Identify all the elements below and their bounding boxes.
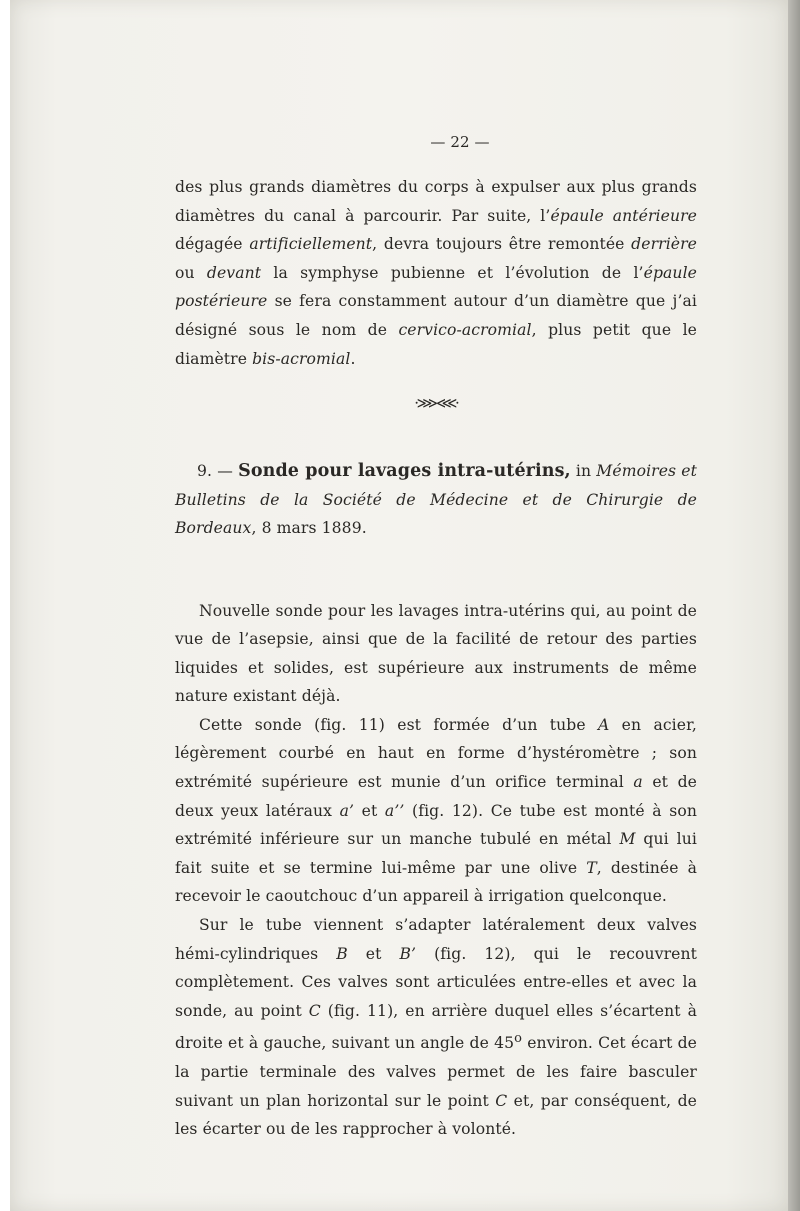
intro-text: dégagée: [175, 235, 250, 254]
intro-italic: cervico-acromial: [398, 320, 532, 339]
para3-italic: M: [619, 830, 636, 849]
intro-italic: épaule postérieure: [175, 263, 697, 311]
para4-text: et, par conséquent, de les écarter ou de les rapprocher à volonté.: [175, 1091, 697, 1139]
para4-text: (fig. 11), en arrière duquel elles s’écartent à droite et à gauche, suivant un angle de 45: [175, 1001, 697, 1053]
para4-italic: B’: [399, 944, 417, 963]
para4-italic: C: [308, 1001, 321, 1020]
para4-text: Sur le tube viennent s’adapter latéralement deux valves hémi-cylindriques: [175, 916, 697, 963]
intro-text: se fera constamment autour d’un diamètre que j’ai désigné sous le nom de: [175, 292, 697, 339]
para4-text: environ. Cet écart de la partie terminale des valves permet de les faire basculer suivant un plan horizontal sur le point: [175, 1034, 697, 1110]
paragraph-sonde: [175, 711, 697, 911]
para3-text: (fig. 12). Ce tube est monté à son extrémité inférieure sur un manche tubulé en métal: [175, 801, 697, 849]
section-date: , 8 mars 1889.: [251, 519, 367, 537]
page-content: [175, 120, 697, 1144]
section-title: Sonde pour lavages intra-utérins,: [238, 461, 571, 481]
para3-text: et: [354, 801, 385, 820]
paragraph-valves: [175, 911, 697, 1144]
para4-text: et: [347, 944, 400, 963]
degree-sup: o: [514, 1031, 523, 1047]
intro-italic: bis-acromial: [252, 349, 351, 368]
intro-text: , devra toujours être remontée: [372, 235, 632, 254]
intro-text: , plus petit que le diamètre: [175, 320, 697, 368]
paragraph-description: Nouvelle sonde pour les lavages intra-utérins qui, au point de vue de l’asepsie, ainsi que de la facilité de retour des parties liquides et solides, est supérieure aux instruments de même nature existant déjà.: [175, 601, 697, 706]
intro-italic: devant: [206, 263, 262, 282]
intro-text: des plus grands diamètres du corps à expulser aux plus grands diamètres du canal à parcourir. Par suite, l’: [175, 178, 697, 225]
intro-italic: derrière: [631, 235, 697, 254]
intro-text: la symphyse pubienne et l’évolution de l’: [261, 263, 644, 282]
para3-italic: a’: [339, 801, 355, 820]
intro-italic: artificiellement: [249, 235, 373, 254]
section-ornament: ⸱⋙⋘⸱: [414, 394, 458, 412]
para3-italic: a’’: [384, 801, 405, 820]
para3-text: et de deux yeux latéraux: [175, 773, 697, 820]
para3-text: qui lui fait suite et se termine lui-même par une olive: [175, 830, 697, 877]
section-heading: [175, 457, 697, 543]
section-source: Mémoires et Bulletins de la Société de Médecine et de Chirurgie de Bordeaux: [175, 462, 697, 537]
page-edge-shadow: [788, 0, 800, 1211]
intro-text: .: [350, 349, 356, 368]
para4-text: (fig. 12), qui le recouvrent complètement. Ces valves sont articulées entre-elles et avec la sonde, au point: [175, 944, 697, 1020]
para3-text: en acier, légèrement courbé en haut en forme d’hystéromètre ; son extrémité supérieure est munie d’un orifice terminal: [175, 715, 697, 792]
para3-italic: T: [586, 858, 597, 877]
para3-italic: a: [633, 773, 643, 792]
para3-text: , destinée à recevoir le caoutchouc d’un appareil à irrigation quelconque.: [175, 858, 697, 906]
section-number: 9. —: [197, 462, 233, 480]
spacer: [175, 543, 697, 597]
para3-text: Cette sonde (fig. 11) est formée d’un tube: [199, 715, 599, 734]
para4-italic: B: [336, 944, 348, 963]
para3-italic: A: [598, 715, 610, 734]
intro-italic: épaule antérieure: [550, 206, 697, 225]
page-number: — 22 —: [430, 133, 490, 151]
section-in: in: [570, 462, 597, 480]
intro-paragraph: [175, 173, 697, 373]
para4-italic: C: [495, 1091, 508, 1110]
intro-text: ou: [175, 263, 207, 282]
